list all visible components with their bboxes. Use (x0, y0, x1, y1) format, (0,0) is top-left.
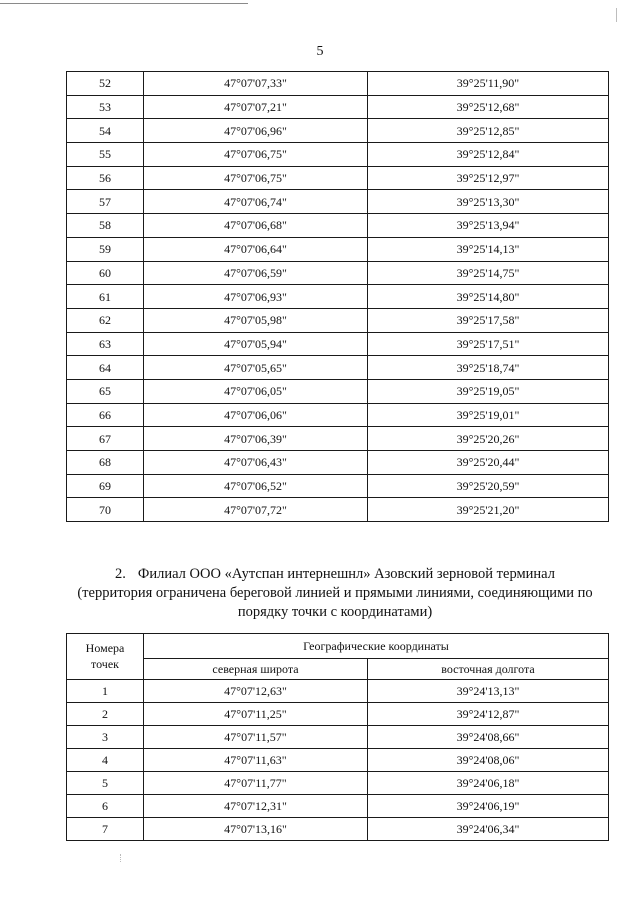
point-number-cell: 54 (67, 119, 144, 143)
latitude-cell: 47°07'11,25" (144, 703, 368, 726)
table-row (67, 72, 609, 96)
latitude-cell: 47°07'06,39" (144, 427, 368, 451)
point-number-cell: 61 (67, 285, 144, 309)
table-row (67, 166, 609, 190)
coordinates-table-branch (66, 633, 609, 841)
table-row (67, 498, 609, 522)
longitude-cell: 39°24'06,34" (368, 818, 609, 841)
latitude-cell: 47°07'12,63" (144, 680, 368, 703)
latitude-cell: 47°07'13,16" (144, 818, 368, 841)
longitude-cell: 39°25'18,74" (368, 356, 609, 380)
header-points (67, 634, 144, 680)
table-row (67, 451, 609, 475)
longitude-cell: 39°24'13,13" (368, 680, 609, 703)
point-number-cell: 59 (67, 237, 144, 261)
latitude-cell: 47°07'06,59" (144, 261, 368, 285)
longitude-cell: 39°25'20,26" (368, 427, 609, 451)
latitude-cell: 47°07'12,31" (144, 795, 368, 818)
coordinates-table-continued (66, 71, 609, 522)
longitude-cell: 39°24'06,19" (368, 795, 609, 818)
point-number-cell: 3 (67, 726, 144, 749)
point-number-cell: 6 (67, 795, 144, 818)
section-number: 2. (115, 566, 126, 582)
point-number-cell: 2 (67, 703, 144, 726)
latitude-cell: 47°07'07,72" (144, 498, 368, 522)
table-row (67, 237, 609, 261)
table-row (67, 749, 609, 772)
table-row (67, 703, 609, 726)
table-row (67, 474, 609, 498)
point-number-cell: 68 (67, 451, 144, 475)
point-number-cell: 65 (67, 379, 144, 403)
latitude-cell: 47°07'06,93" (144, 285, 368, 309)
latitude-cell: 47°07'07,21" (144, 95, 368, 119)
latitude-cell: 47°07'06,96" (144, 119, 368, 143)
point-number-cell: 1 (67, 680, 144, 703)
point-number-cell: 60 (67, 261, 144, 285)
table-row (67, 95, 609, 119)
latitude-cell: 47°07'11,63" (144, 749, 368, 772)
longitude-cell: 39°25'12,85" (368, 119, 609, 143)
longitude-cell: 39°24'08,06" (368, 749, 609, 772)
longitude-cell: 39°25'12,68" (368, 95, 609, 119)
latitude-cell: 47°07'06,75" (144, 143, 368, 167)
longitude-cell: 39°25'19,01" (368, 403, 609, 427)
table-row (67, 356, 609, 380)
point-number-cell: 52 (67, 72, 144, 96)
table-row (67, 772, 609, 795)
point-number-cell: 56 (67, 166, 144, 190)
table-row (67, 379, 609, 403)
point-number-cell: 53 (67, 95, 144, 119)
table-row (67, 427, 609, 451)
table-row (67, 332, 609, 356)
latitude-cell: 47°07'05,94" (144, 332, 368, 356)
point-number-cell: 63 (67, 332, 144, 356)
latitude-cell: 47°07'06,64" (144, 237, 368, 261)
section-title: Филиал ООО «Аутспан интернешнл» Азовский зерновой терминал (137, 566, 555, 582)
table-row (67, 190, 609, 214)
longitude-cell: 39°25'20,44" (368, 451, 609, 475)
longitude-cell: 39°25'12,84" (368, 143, 609, 167)
longitude-cell: 39°25'14,80" (368, 285, 609, 309)
point-number-cell: 69 (67, 474, 144, 498)
latitude-cell: 47°07'07,33" (144, 72, 368, 96)
point-number-cell: 67 (67, 427, 144, 451)
scan-mark (616, 8, 617, 22)
point-number-cell: 55 (67, 143, 144, 167)
longitude-cell: 39°25'14,13" (368, 237, 609, 261)
longitude-cell: 39°25'19,05" (368, 379, 609, 403)
longitude-cell: 39°25'17,58" (368, 308, 609, 332)
longitude-cell: 39°25'17,51" (368, 332, 609, 356)
latitude-cell: 47°07'06,74" (144, 190, 368, 214)
scan-speck (120, 854, 122, 862)
point-number-cell: 4 (67, 749, 144, 772)
table-row (67, 680, 609, 703)
top-rule (0, 3, 248, 4)
latitude-cell: 47°07'05,98" (144, 308, 368, 332)
section-subtitle-line-2: порядку точки с координатами) (237, 604, 433, 620)
table-row (67, 285, 609, 309)
header-latitude: северная широта (144, 659, 368, 680)
page-number: 5 (316, 44, 324, 59)
point-number-cell: 7 (67, 818, 144, 841)
latitude-cell: 47°07'05,65" (144, 356, 368, 380)
latitude-cell: 47°07'06,68" (144, 214, 368, 238)
section-heading (50, 565, 620, 622)
table-row (67, 143, 609, 167)
longitude-cell: 39°25'12,97" (368, 166, 609, 190)
longitude-cell: 39°25'20,59" (368, 474, 609, 498)
point-number-cell: 66 (67, 403, 144, 427)
latitude-cell: 47°07'06,43" (144, 451, 368, 475)
longitude-cell: 39°25'14,75" (368, 261, 609, 285)
table-row (67, 308, 609, 332)
point-number-cell: 58 (67, 214, 144, 238)
table-row (67, 119, 609, 143)
latitude-cell: 47°07'11,77" (144, 772, 368, 795)
table-row (67, 403, 609, 427)
latitude-cell: 47°07'06,75" (144, 166, 368, 190)
latitude-cell: 47°07'06,52" (144, 474, 368, 498)
latitude-cell: 47°07'06,06" (144, 403, 368, 427)
table-row (67, 818, 609, 841)
header-geographic-coordinates: Географические координаты (144, 634, 609, 659)
point-number-cell: 57 (67, 190, 144, 214)
section-subtitle-line-1: (территория ограничена береговой линией и прямыми линиями, соединяющими по (77, 585, 593, 601)
longitude-cell: 39°24'12,87" (368, 703, 609, 726)
longitude-cell: 39°25'11,90" (368, 72, 609, 96)
header-points-line-1: Номера (85, 640, 125, 655)
point-number-cell: 62 (67, 308, 144, 332)
table-row (67, 795, 609, 818)
latitude-cell: 47°07'06,05" (144, 379, 368, 403)
point-number-cell: 64 (67, 356, 144, 380)
point-number-cell: 5 (67, 772, 144, 795)
longitude-cell: 39°25'13,30" (368, 190, 609, 214)
longitude-cell: 39°24'08,66" (368, 726, 609, 749)
longitude-cell: 39°25'21,20" (368, 498, 609, 522)
table-row (67, 726, 609, 749)
section-title-line (50, 565, 620, 584)
longitude-cell: 39°25'13,94" (368, 214, 609, 238)
point-number-cell: 70 (67, 498, 144, 522)
header-longitude: восточная долгота (368, 659, 609, 680)
header-points-line-2: точек (91, 656, 119, 671)
table-row (67, 261, 609, 285)
latitude-cell: 47°07'11,57" (144, 726, 368, 749)
table-row (67, 214, 609, 238)
longitude-cell: 39°24'06,18" (368, 772, 609, 795)
